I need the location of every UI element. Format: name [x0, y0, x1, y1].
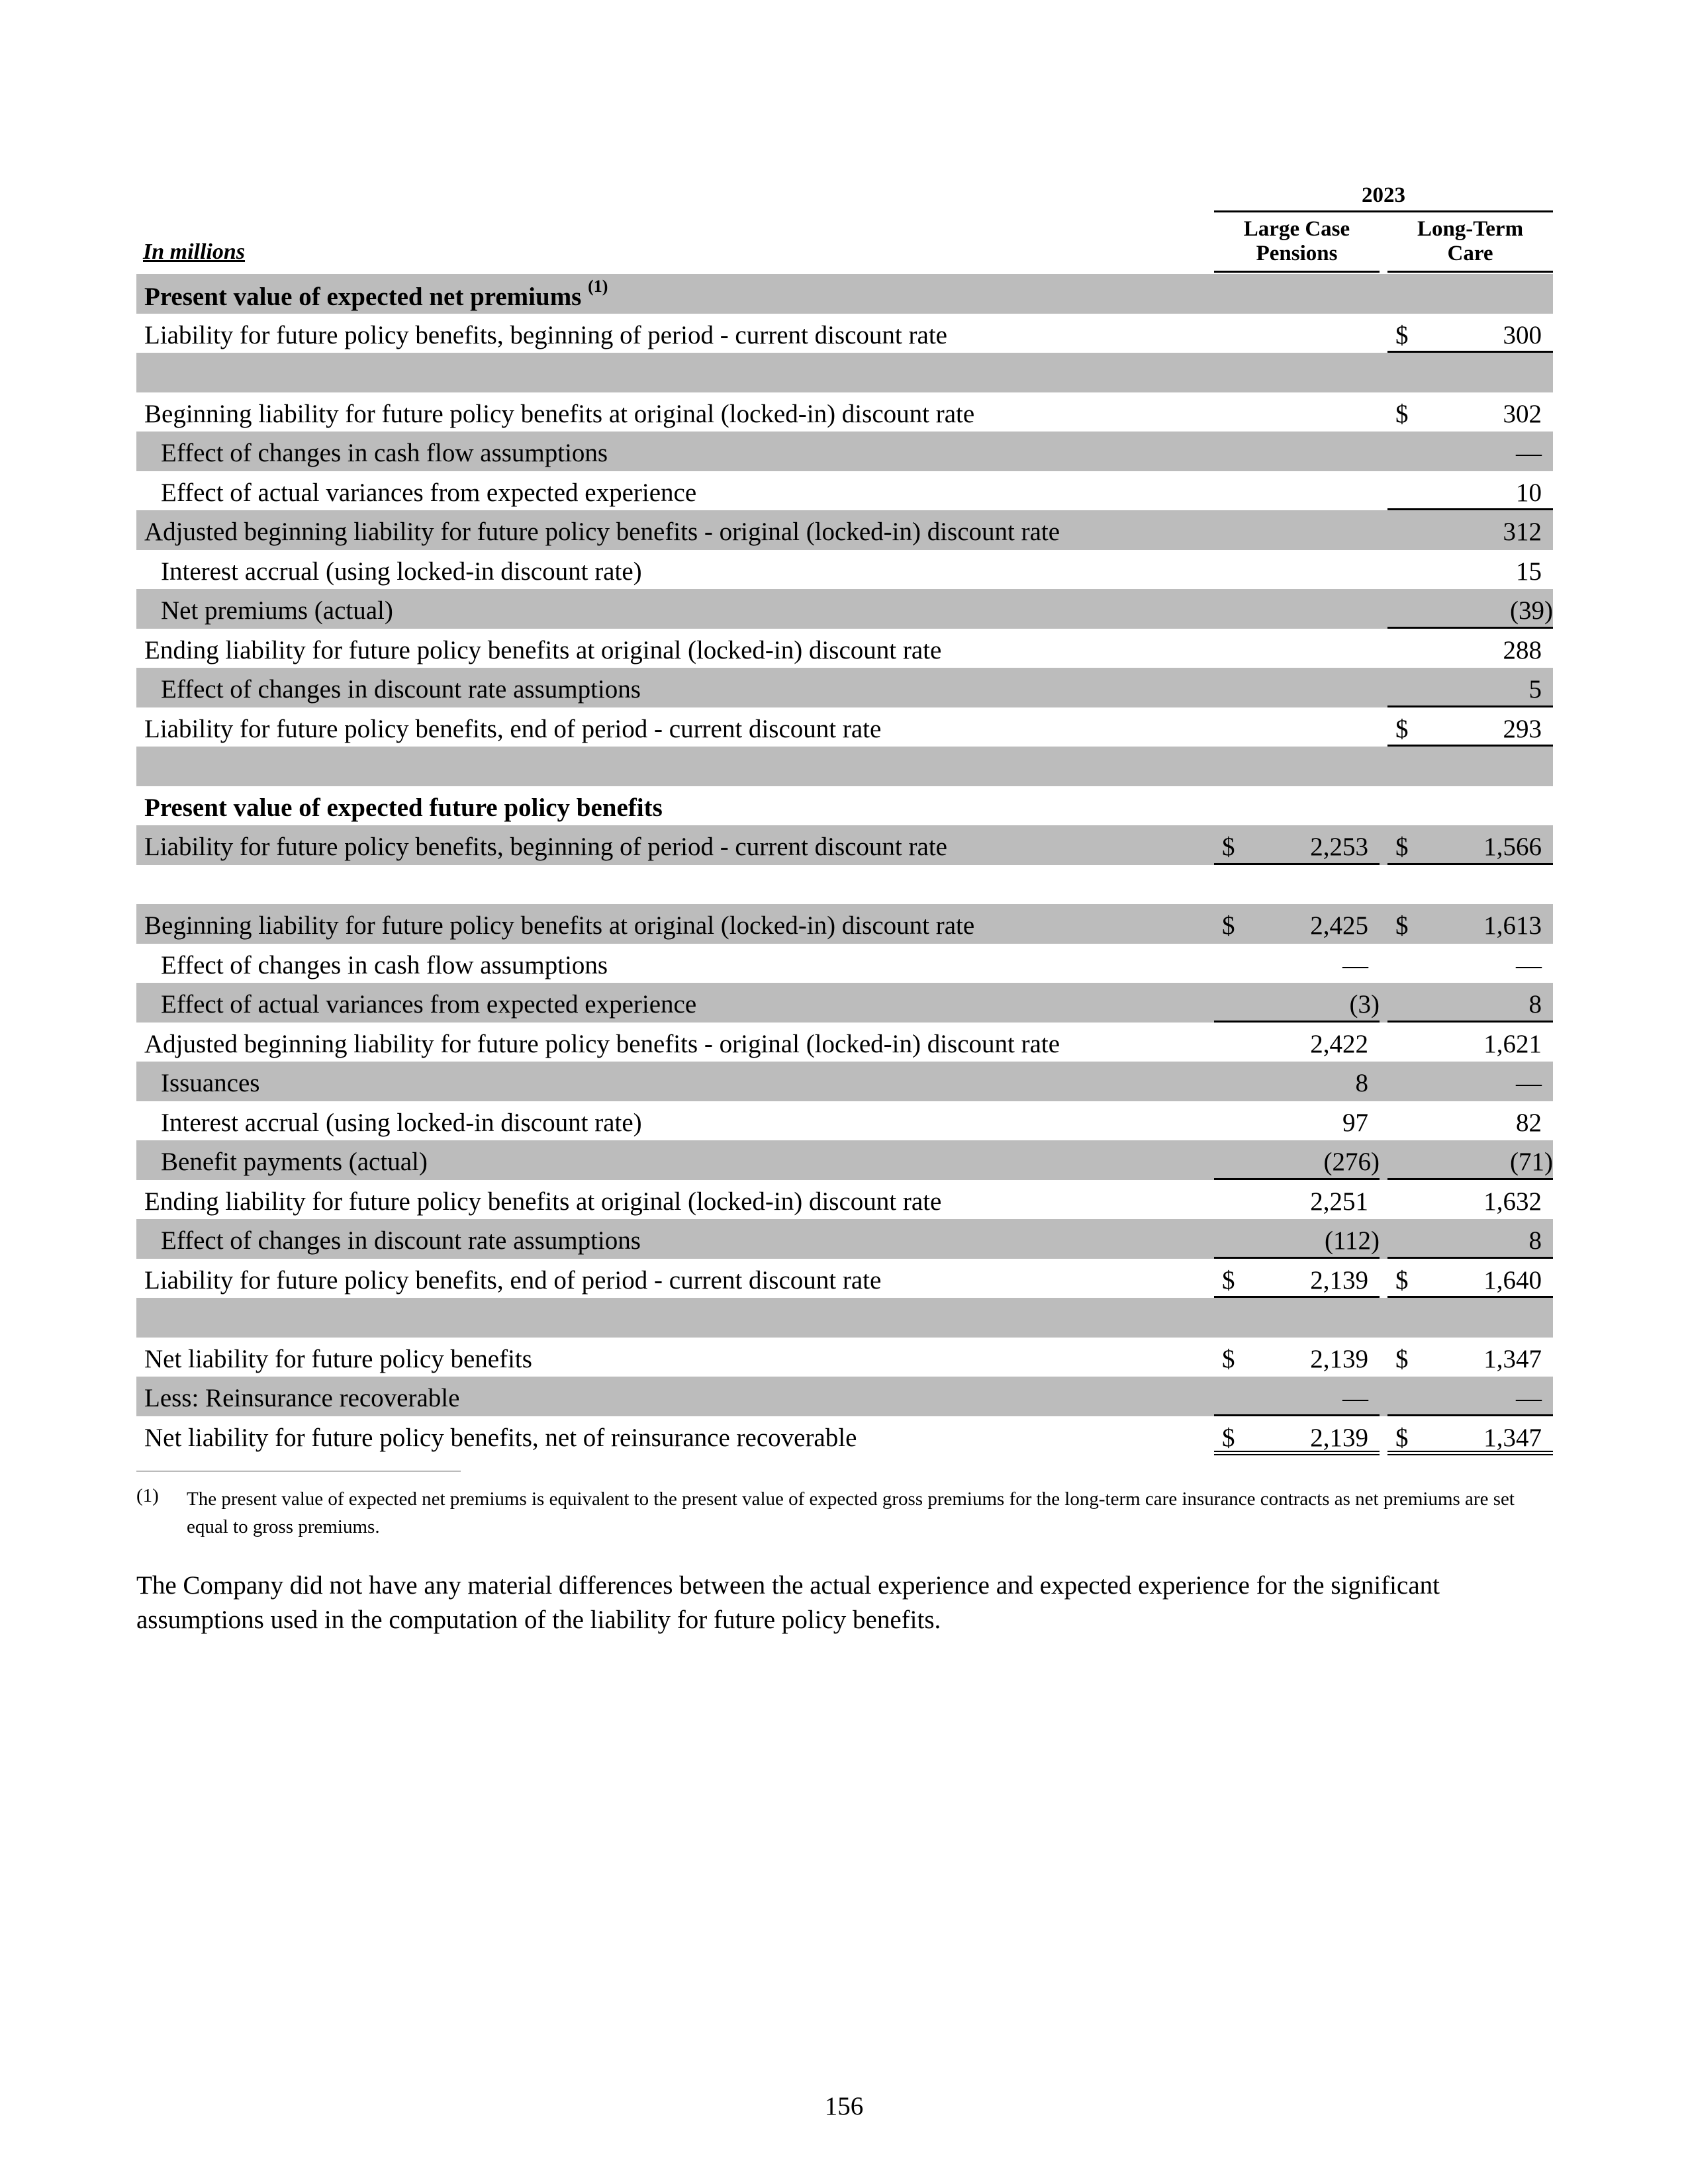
cell-large-case-pensions [1214, 983, 1380, 1023]
currency-symbol: $ [1222, 911, 1235, 940]
table-row [136, 1377, 1553, 1416]
row-label [161, 478, 696, 508]
cell-value: — [1516, 1384, 1542, 1412]
cell-long-term-care [1387, 432, 1553, 471]
row-label [144, 1265, 881, 1295]
column-header-line: Care [1447, 242, 1493, 265]
row-label [144, 517, 1060, 547]
currency-symbol: $ [1395, 911, 1409, 940]
currency-symbol: $ [1395, 714, 1409, 743]
financial-table [136, 274, 1553, 1455]
cell-long-term-care [1387, 1219, 1553, 1259]
column-header-large-case-pensions [1214, 216, 1380, 273]
cell-value: 1,640 [1483, 1265, 1542, 1295]
cell-long-term-care [1387, 550, 1553, 590]
table-row [136, 944, 1553, 983]
row-label-text: Liability for future policy benefits, beginning of period - current discount rate [144, 833, 947, 861]
row-label [144, 1029, 1060, 1059]
currency-symbol: $ [1395, 1423, 1409, 1452]
table-row [136, 629, 1553, 668]
footnote-reference: (1) [588, 277, 608, 296]
cell-large-case-pensions [1214, 1140, 1380, 1180]
cell-value: — [1516, 950, 1542, 979]
cell-large-case-pensions [1214, 1023, 1380, 1062]
row-label [161, 1226, 641, 1255]
table-row [136, 1219, 1553, 1259]
table-row [136, 747, 1553, 786]
table-row [136, 274, 1553, 314]
cell-long-term-care [1387, 1259, 1553, 1298]
row-label [161, 989, 696, 1019]
currency-symbol: $ [1222, 1265, 1235, 1295]
row-label-text: Benefit payments (actual) [161, 1148, 428, 1176]
cell-value: — [1516, 1069, 1542, 1097]
table-row [136, 432, 1553, 471]
cell-large-case-pensions [1214, 904, 1380, 944]
row-label-text: Liability for future policy benefits, end of period - current discount rate [144, 714, 882, 743]
table-row [136, 1180, 1553, 1220]
cell-large-case-pensions [1214, 1259, 1380, 1298]
year-header: 2023 [1214, 180, 1553, 212]
row-label [144, 1423, 857, 1453]
cell-large-case-pensions [1214, 1416, 1380, 1456]
row-label-text: Adjusted beginning liability for future policy benefits - original (locked-in) discount rate [144, 1029, 1060, 1058]
table-row [136, 1259, 1553, 1298]
row-label-text: Present value of expected future policy benefits [144, 793, 663, 822]
cell-value: 293 [1503, 714, 1542, 743]
row-label-text: Less: Reinsurance recoverable [144, 1384, 460, 1412]
cell-value: 2,425 [1310, 911, 1368, 940]
table-row [136, 1023, 1553, 1062]
row-label [144, 1383, 459, 1413]
table-row [136, 471, 1553, 511]
row-label-text: Effect of actual variances from expected experience [161, 478, 697, 507]
cell-large-case-pensions [1214, 1338, 1380, 1377]
cell-value: (39) [1510, 596, 1553, 625]
column-header-line: Pensions [1256, 242, 1338, 265]
cell-long-term-care [1387, 904, 1553, 944]
table-row [136, 1416, 1553, 1456]
row-label-text: Beginning liability for future policy benefits at original (locked-in) discount rate [144, 399, 975, 428]
row-label-text: Adjusted beginning liability for future policy benefits - original (locked-in) discount rate [144, 518, 1060, 546]
table-row [136, 825, 1553, 865]
cell-long-term-care [1387, 471, 1553, 511]
row-label-text: Interest accrual (using locked-in discount rate) [161, 1108, 642, 1137]
currency-symbol: $ [1222, 833, 1235, 861]
cell-value: 1,347 [1483, 1423, 1542, 1452]
cell-value: 1,566 [1483, 833, 1542, 861]
cell-value: 8 [1528, 990, 1542, 1019]
row-label-text: Effect of actual variances from expected experience [161, 990, 697, 1019]
cell-long-term-care [1387, 707, 1553, 747]
row-label [161, 596, 393, 625]
row-label [161, 674, 641, 704]
table-row [136, 1062, 1553, 1101]
row-label-text: Beginning liability for future policy benefits at original (locked-in) discount rate [144, 911, 975, 940]
row-label-text: Effect of changes in discount rate assumptions [161, 675, 641, 704]
row-label-text: Interest accrual (using locked-in discount rate) [161, 557, 642, 586]
body-paragraph: The Company did not have any material differences between the actual experience and expected experience for the significant assumptions used in the computation of the liability for future policy benefits. [136, 1571, 1440, 1634]
cell-long-term-care [1387, 629, 1553, 668]
cell-value: 2,139 [1310, 1265, 1368, 1295]
cell-large-case-pensions [1214, 1377, 1380, 1416]
cell-long-term-care [1387, 392, 1553, 432]
row-label [144, 1344, 532, 1374]
row-label-text: Liability for future policy benefits, beginning of period - current discount rate [144, 320, 947, 349]
cell-value: 1,613 [1483, 911, 1542, 940]
cell-value: 2,253 [1310, 833, 1368, 861]
cell-value: 1,632 [1483, 1187, 1542, 1216]
page-number: 156 [824, 2092, 864, 2120]
cell-value: — [1516, 439, 1542, 467]
cell-large-case-pensions [1214, 1062, 1380, 1101]
cell-long-term-care [1387, 1062, 1553, 1101]
cell-large-case-pensions [1214, 1101, 1380, 1141]
row-label [144, 714, 881, 744]
currency-symbol: $ [1395, 320, 1409, 349]
row-label-text: Effect of changes in cash flow assumptions [161, 950, 608, 979]
row-label-text: Present value of expected net premiums [144, 283, 588, 311]
cell-value: 15 [1516, 557, 1542, 586]
cell-long-term-care [1387, 825, 1553, 865]
cell-long-term-care [1387, 1377, 1553, 1416]
table-row [136, 1140, 1553, 1180]
table-row [136, 550, 1553, 590]
table-row [136, 1338, 1553, 1377]
cell-large-case-pensions [1214, 825, 1380, 865]
cell-value: (112) [1324, 1226, 1380, 1255]
table-row [136, 786, 1553, 826]
footnote-marker: (1) [136, 1485, 159, 1506]
row-label [144, 399, 974, 429]
cell-value: 5 [1528, 675, 1542, 704]
table-row [136, 983, 1553, 1023]
row-label [144, 320, 947, 350]
cell-large-case-pensions [1214, 1180, 1380, 1220]
cell-long-term-care [1387, 510, 1553, 550]
table-row [136, 353, 1553, 392]
footnote-text: The present value of expected net premiums is equivalent to the present value of expected gross premiums for the long-term care insurance contracts as net premiums are set equal to gross premiums. [187, 1488, 1515, 1537]
row-label [161, 1147, 428, 1177]
row-label [144, 635, 941, 665]
cell-value: 8 [1355, 1069, 1368, 1097]
table-row [136, 668, 1553, 707]
row-label [161, 950, 608, 980]
table-row [136, 707, 1553, 747]
cell-value: 2,422 [1310, 1029, 1368, 1058]
table-row [136, 589, 1553, 629]
column-header-long-term-care [1387, 216, 1553, 273]
row-label-text: Issuances [161, 1069, 260, 1097]
units-label: In millions [143, 240, 246, 264]
cell-value: 2,251 [1310, 1187, 1368, 1216]
cell-value: 97 [1342, 1108, 1368, 1137]
table-row [136, 314, 1553, 353]
row-label [144, 793, 663, 823]
cell-value: 2,139 [1310, 1344, 1368, 1373]
row-label-text: Net liability for future policy benefits [144, 1344, 532, 1373]
cell-value: — [1342, 950, 1368, 979]
cell-long-term-care [1387, 589, 1553, 629]
cell-value: 82 [1516, 1108, 1542, 1137]
cell-long-term-care [1387, 1180, 1553, 1220]
row-label [144, 832, 947, 862]
currency-symbol: $ [1222, 1423, 1235, 1452]
row-label [161, 1108, 642, 1138]
currency-symbol: $ [1395, 399, 1409, 428]
cell-value: (276) [1323, 1148, 1380, 1176]
table-row [136, 904, 1553, 944]
cell-value: 288 [1503, 635, 1542, 664]
row-label-text: Net premiums (actual) [161, 596, 393, 625]
row-label-text: Effect of changes in discount rate assumptions [161, 1226, 641, 1255]
table-row [136, 1298, 1553, 1338]
row-label-text: Effect of changes in cash flow assumptions [161, 439, 608, 467]
cell-large-case-pensions [1214, 944, 1380, 983]
cell-long-term-care [1387, 1140, 1553, 1180]
cell-value: (71) [1510, 1148, 1553, 1176]
cell-long-term-care [1387, 1101, 1553, 1141]
column-header-line: Long-Term [1417, 217, 1524, 241]
row-label-text: Liability for future policy benefits, end of period - current discount rate [144, 1265, 882, 1295]
cell-value: 2,139 [1310, 1423, 1368, 1452]
cell-large-case-pensions [1214, 1219, 1380, 1259]
table-row [136, 865, 1553, 905]
currency-symbol: $ [1395, 833, 1409, 861]
currency-symbol: $ [1222, 1344, 1235, 1373]
cell-value: 300 [1503, 320, 1542, 349]
table-row [136, 392, 1553, 432]
row-label [144, 277, 608, 312]
table-row [136, 510, 1553, 550]
cell-value: (3) [1349, 990, 1380, 1019]
cell-long-term-care [1387, 668, 1553, 707]
row-label-text: Ending liability for future policy benefits at original (locked-in) discount rate [144, 1187, 942, 1216]
cell-value: 1,347 [1483, 1344, 1542, 1373]
cell-value: 8 [1528, 1226, 1542, 1255]
cell-value: 312 [1503, 518, 1542, 546]
cell-value: — [1342, 1384, 1368, 1412]
row-label [161, 1068, 259, 1098]
footnote-divider [136, 1471, 461, 1472]
currency-symbol: $ [1395, 1344, 1409, 1373]
cell-long-term-care [1387, 944, 1553, 983]
cell-long-term-care [1387, 1023, 1553, 1062]
column-header-line: Large Case [1243, 217, 1350, 241]
row-label [161, 557, 642, 586]
cell-long-term-care [1387, 314, 1553, 353]
cell-value: 10 [1516, 478, 1542, 507]
cell-value: 302 [1503, 399, 1542, 428]
row-label-text: Ending liability for future policy benefits at original (locked-in) discount rate [144, 635, 942, 664]
cell-long-term-care [1387, 1338, 1553, 1377]
table-row [136, 1101, 1553, 1141]
row-label [161, 438, 608, 468]
cell-long-term-care [1387, 1416, 1553, 1456]
row-label-text: Net liability for future policy benefits, net of reinsurance recoverable [144, 1423, 857, 1452]
cell-long-term-care [1387, 983, 1553, 1023]
row-label [144, 1187, 941, 1216]
row-label [144, 911, 974, 940]
currency-symbol: $ [1395, 1265, 1409, 1295]
cell-value: 1,621 [1483, 1029, 1542, 1058]
